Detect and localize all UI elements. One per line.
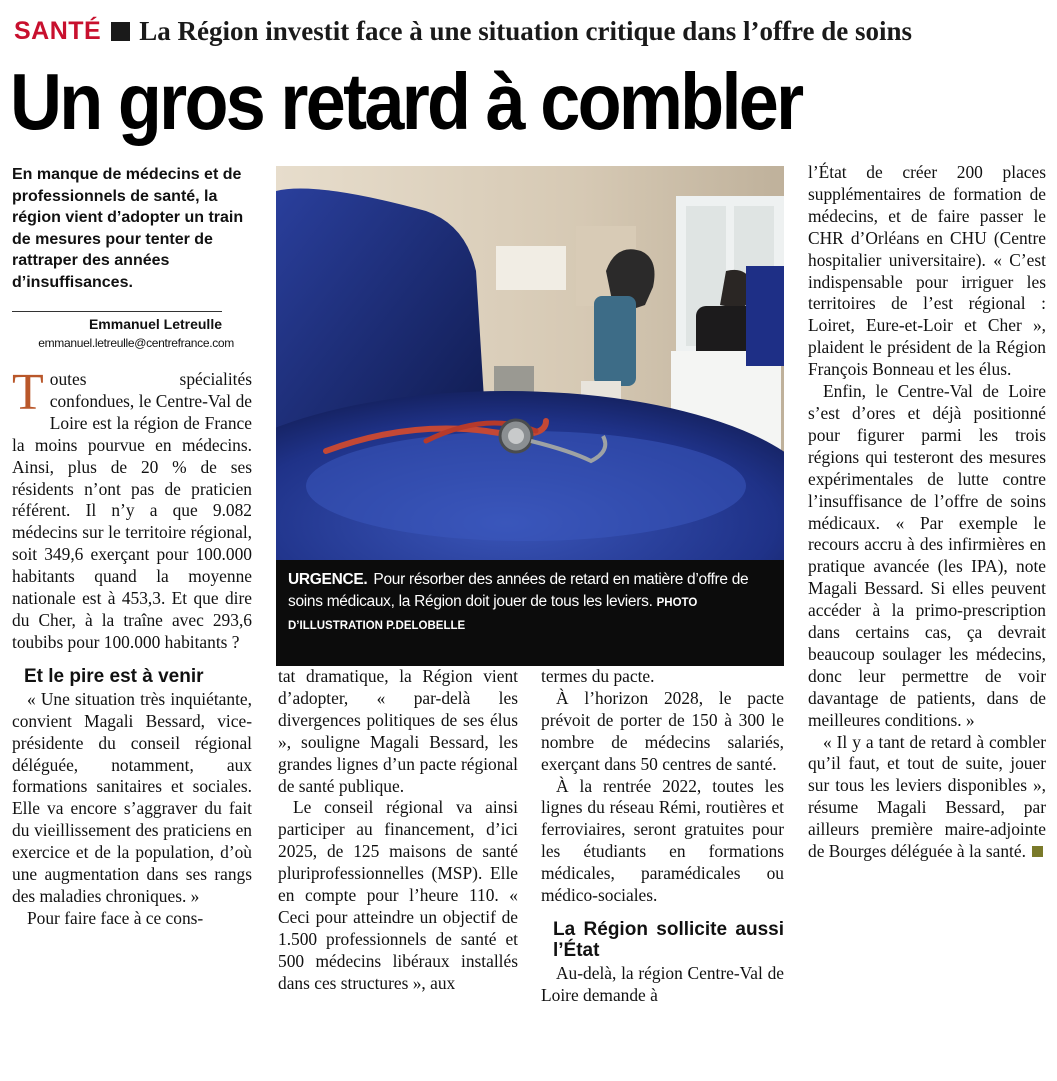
subhead-2: La Région sollicite aussi l’État [553, 918, 784, 961]
lede: En manque de médecins et de professionnels de santé, la région vient d’adopter un train de mesures pour tenter de rattraper des années d’insuffisances. [12, 166, 244, 291]
column-2 [278, 666, 518, 995]
section-label: SANTÉ [14, 16, 102, 45]
byline-divider [12, 311, 222, 312]
caption-text: Pour résorber des années de retard en matière d’offre de soins médicaux, la Région doit jouer de tous les leviers. [288, 571, 749, 610]
subhead-1: Et le pire est à venir [24, 665, 204, 687]
paragraph: À l’horizon 2028, le pacte prévoit de porter de 150 à 300 le nombre de médecins salariés, exerçant dans 50 centres de santé. [541, 687, 784, 774]
paragraph: Pour faire face à ce cons- [27, 907, 204, 928]
column-1 [12, 364, 252, 930]
stethoscope-photo-illustration [276, 166, 784, 560]
paragraph: Au-delà, la région Centre-Val de Loire demande à [541, 962, 784, 1005]
article-photo [276, 166, 784, 560]
caption-label: URGENCE. [288, 571, 368, 588]
end-of-article-icon [1032, 846, 1043, 857]
author-name: Emmanuel Letreulle [88, 316, 222, 332]
kicker [14, 14, 912, 48]
author-email[interactable]: emmanuel.letreulle@centrefrance.com [38, 336, 234, 350]
paragraph: termes du pacte. [541, 666, 655, 686]
photo-caption [276, 560, 784, 666]
paragraph-final [808, 732, 1046, 863]
paragraph: À la rentrée 2022, toutes les lignes du réseau Rémi, routières et ferroviaires, seront gratuites pour les étudiants en formations médicales, paramédicales ou médico-sociales. [541, 775, 784, 906]
final-text: « Il y a tant de retard à combler qu’il faut, et tout de suite, jouer sur tous les leviers disponibles », résume Magali Bessard, par ailleurs première maire-adjointe de Bourges déléguée à la santé. [808, 731, 1046, 862]
column-4 [808, 162, 1046, 863]
deck: La Région investit face à une situation critique dans l’offre de soins [139, 15, 912, 46]
paragraph: l’État de créer 200 places supplémentaires de formation de médecins, et de faire passer le CHR d’Orléans en CHU (Centre hospitalier universitaire). « C’est indispensable pour irriguer les territoires de l’est régional : Loiret, Eure-et-Loir et Cher », plaident le président de la Région François Bonneau et les élus. [808, 162, 1046, 380]
paragraph: Le conseil régional va ainsi participer au financement, d’ici 2025, de 125 maisons de santé pluriprofessionnelles (MSP). Elle en compte pour l’heure 110. « Ceci pour atteindre un objectif de 1.500 professionnels de santé et 500 médecins libéraux installés dans ces structures », aux [278, 797, 518, 993]
paragraph-intro: Toutes spécialités confondues, le Centre-Val de Loire est la région de France la moins pourvue en médecins. Ainsi, plus de 20 % de ses résidents n’ont pas de praticien référent. Il n’y a que 9.082 médecins sur le territoire régional, soit 349,6 exerçant pour 100.000 habitants quand la moyenne nationale est à 453,3. Et que dire du Cher, à la traîne avec 293,6 toubibs pour 100.000 habitants ? [12, 364, 252, 652]
paragraph: « Une situation très inquiétante, convient Magali Bessard, vice-présidente du conseil régional déléguée, notamment, aux formations sanitaires et sociales. Elle va encore s’aggraver du fait du vieillissement des praticiens en exercice et de la population, d’où une augmentation dans ses rangs des maladies chroniques. » [12, 688, 252, 906]
kicker-square-icon [111, 22, 130, 41]
paragraph: tat dramatique, la Région vient d’adopter, « par-delà les divergences politiques de ses élus », souligne Magali Bessard, les grandes lignes d’un pacte régional de santé publique. [278, 666, 518, 796]
paragraph: Enfin, le Centre-Val de Loire s’est d’ores et déjà positionné pour figurer parmi les trois régions qui testeront des mesures expérimentales de lutte contre l’insuffisance de l’offre de soins médicaux. « Par exemple le recours accru à des infirmières en pratique avancée (les IPA), note Magali Bessard. Si elles peuvent accéder à la primo-prescription dans certains cas, ça devrait beaucoup soulager les médecins, donc leur permettre de voir davantage de patients, dans de meilleures conditions. » [808, 381, 1046, 730]
column-3 [541, 666, 784, 1007]
photo-credit: PHOTO D’ILLUSTRATION P.DELOBELLE [288, 597, 698, 632]
headline: Un gros retard à combler [10, 57, 802, 146]
